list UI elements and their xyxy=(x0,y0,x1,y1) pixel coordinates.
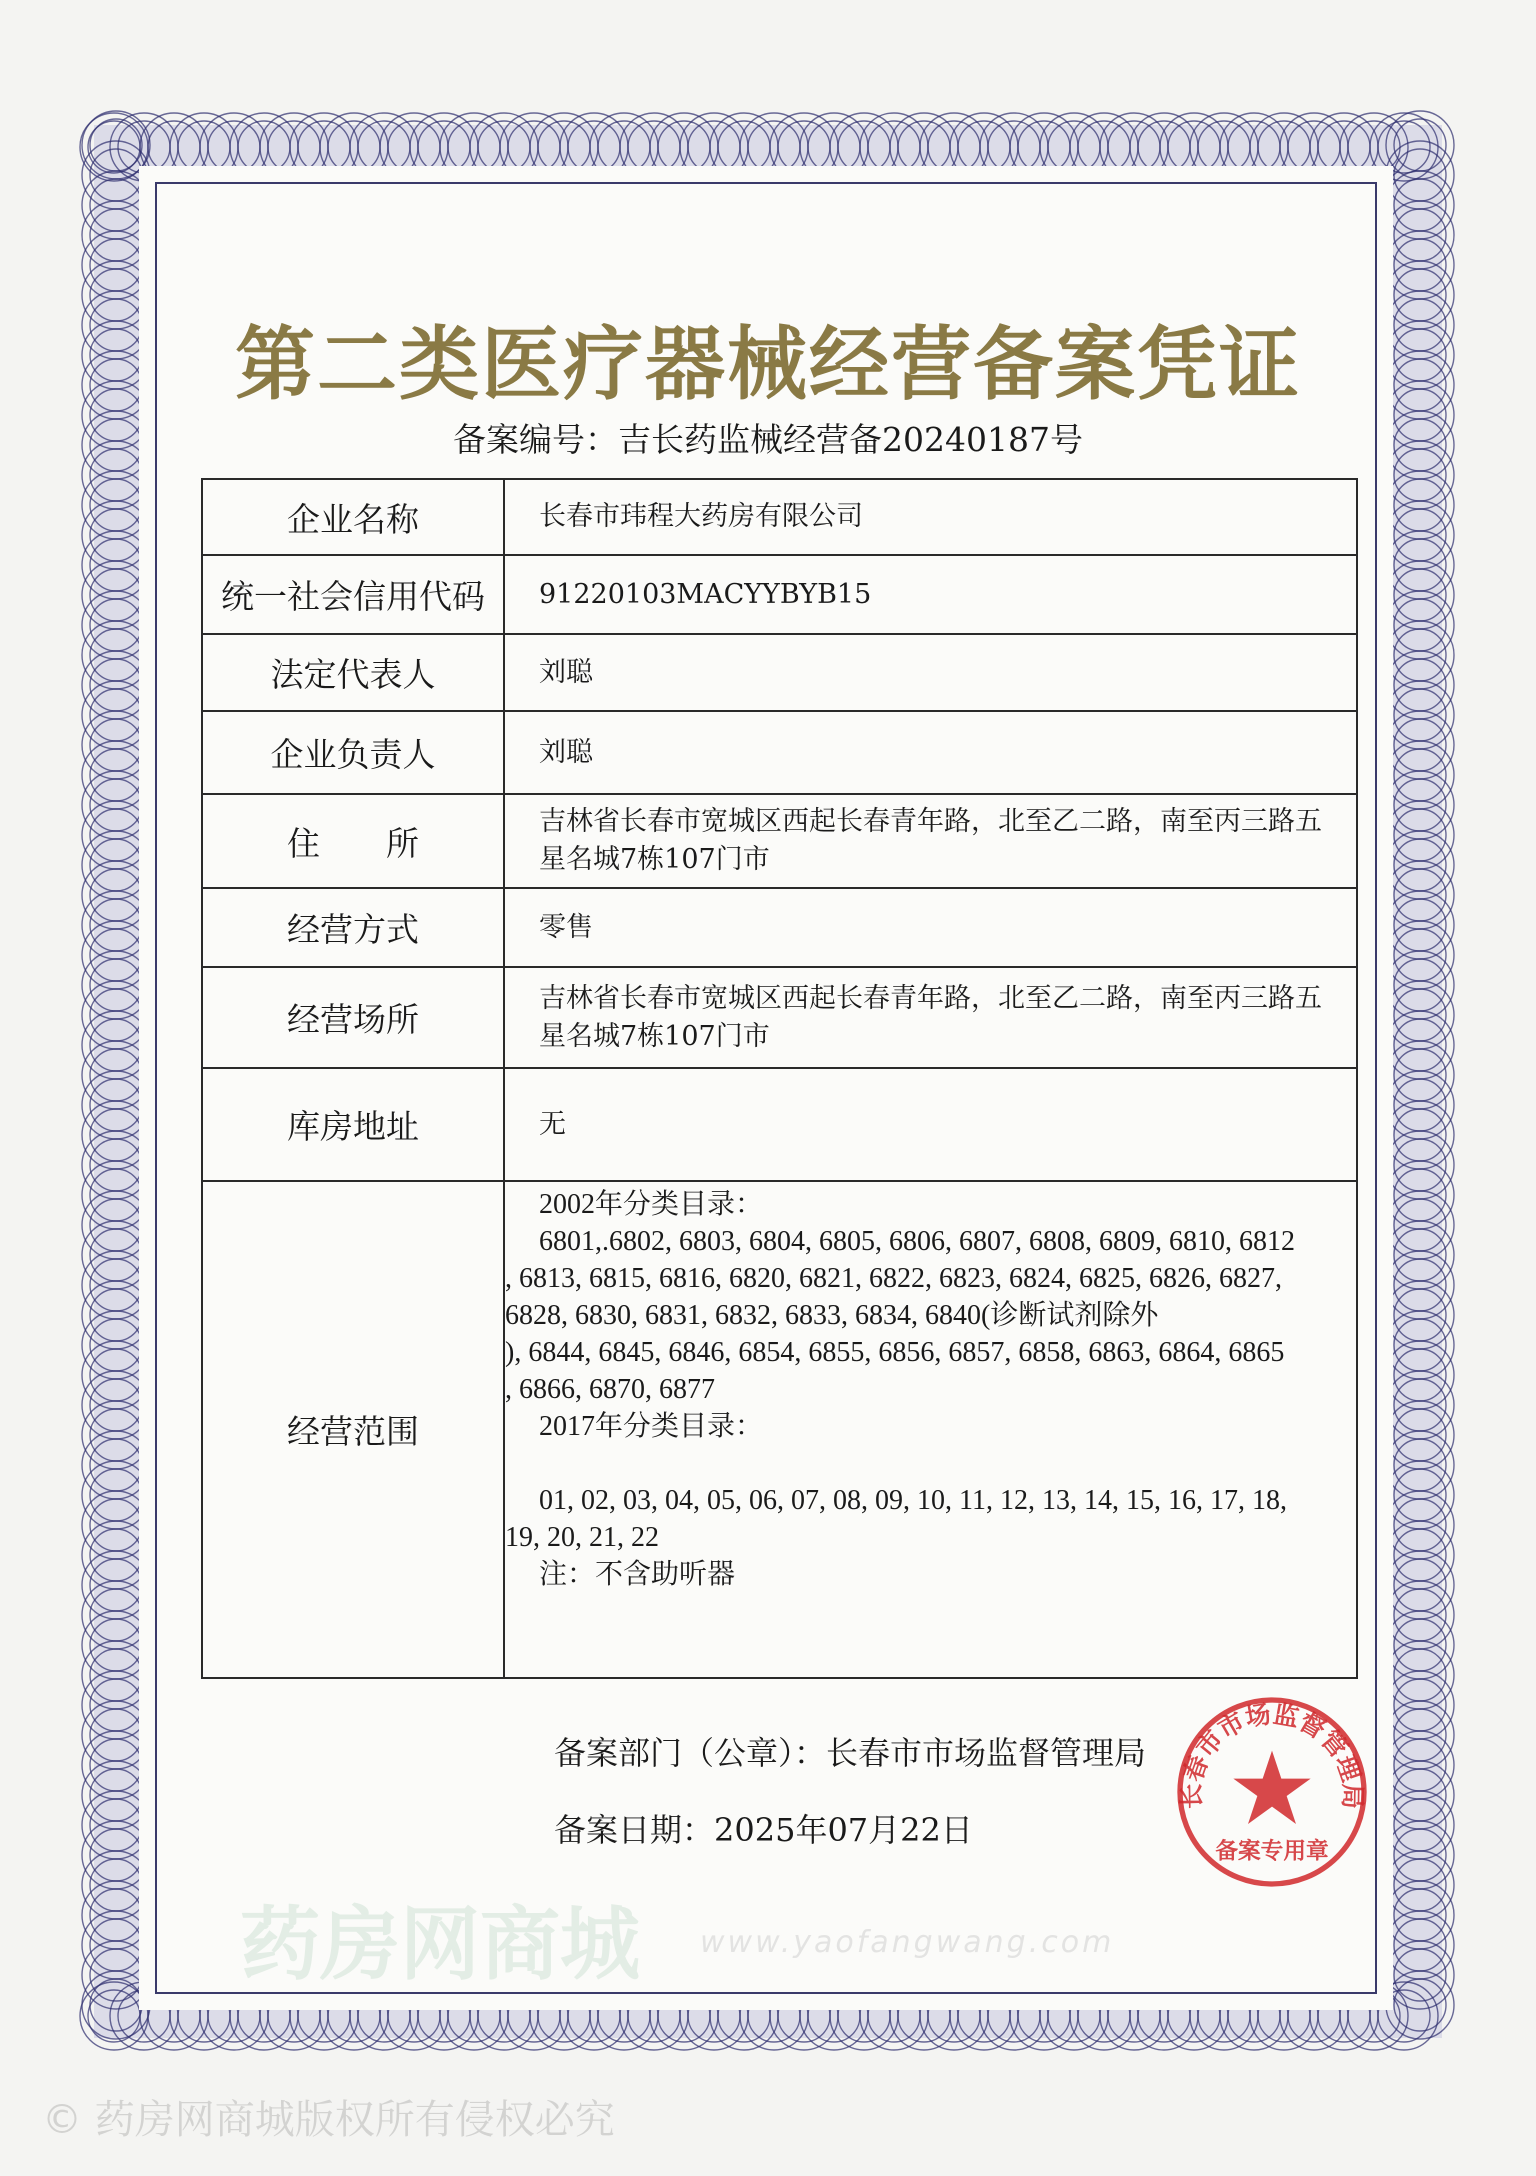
row-label: 经营方式 xyxy=(202,888,504,967)
catalog-2017-heading: 2017年分类目录： xyxy=(539,1411,764,1442)
row-label: 经营范围 xyxy=(202,1181,504,1678)
row-value: 刘聪 xyxy=(504,711,1357,794)
watermark-copyright: © 药房网商城版权所有侵权必究 xyxy=(42,2097,615,2143)
row-label: 库房地址 xyxy=(202,1068,504,1181)
catalog-2017-line: 01, 02, 03, 04, 05, 06, 07, 08, 09, 10, 11, 12, 13, 14, 15, 16, 17, 18, xyxy=(539,1485,1287,1516)
catalog-2002-line: 6801,.6802, 6803, 6804, 6805, 6806, 6807, 6808, 6809, 6810, 6812 xyxy=(539,1226,1295,1257)
catalog-2002-heading: 2002年分类目录： xyxy=(539,1189,764,1220)
row-label: 经营场所 xyxy=(202,967,504,1068)
row-value: 吉林省长春市宽城区西起长春青年路，北至乙二路，南至丙三路五星名城7栋107门市 xyxy=(504,794,1357,888)
row-label: 住 所 xyxy=(202,794,504,888)
table-row xyxy=(202,479,1357,555)
row-value: 零售 xyxy=(504,888,1357,967)
row-label: 法定代表人 xyxy=(202,634,504,711)
table-row xyxy=(202,794,1357,888)
record-date: 备案日期：2025年07月22日 xyxy=(554,1811,973,1849)
catalog-2002-line: 6828, 6830, 6831, 6832, 6833, 6834, 6840(诊断试剂除外 xyxy=(505,1300,1159,1331)
catalog-2002-line: ), 6844, 6845, 6846, 6854, 6855, 6856, 6857, 6858, 6863, 6864, 6865 xyxy=(505,1337,1285,1368)
table-row xyxy=(202,711,1357,794)
record-department: 备案部门（公章）：长春市市场监督管理局 xyxy=(554,1734,1147,1772)
row-label: 统一社会信用代码 xyxy=(202,555,504,634)
catalog-2017-line: 19, 20, 21, 22 xyxy=(505,1522,659,1553)
table-row xyxy=(202,634,1357,711)
table-row xyxy=(202,1068,1357,1181)
seal-ring-text: 长春市市场监督管理局 xyxy=(1175,1698,1369,1810)
certificate-title: 第二类医疗器械经营备案凭证 xyxy=(235,317,1301,411)
watermark-url: www.yaofangwang.com xyxy=(700,1925,1115,1960)
scope-value xyxy=(504,1181,1357,1678)
row-value: 刘聪 xyxy=(504,634,1357,711)
record-number: 备案编号：吉长药监械经营备20240187号 xyxy=(453,420,1083,459)
row-label: 企业负责人 xyxy=(202,711,504,794)
row-value: 无 xyxy=(504,1068,1357,1181)
table-row-scope xyxy=(202,1181,1357,1678)
watermark-brand: 药房网商城 xyxy=(240,1898,640,1991)
scope-note: 注：不含助听器 xyxy=(539,1559,736,1590)
catalog-2002-line: , 6813, 6815, 6816, 6820, 6821, 6822, 6823, 6824, 6825, 6826, 6827, xyxy=(505,1263,1282,1294)
star-icon xyxy=(1233,1751,1310,1824)
catalog-2002-line: , 6866, 6870, 6877 xyxy=(505,1374,715,1405)
table-row xyxy=(202,555,1357,634)
row-value: 91220103MACYYBYB15 xyxy=(504,555,1357,634)
row-value: 长春市玮程大药房有限公司 xyxy=(504,479,1357,555)
official-seal xyxy=(1172,1692,1372,1892)
seal-bottom-text: 备案专用章 xyxy=(1215,1838,1329,1865)
row-value: 吉林省长春市宽城区西起长春青年路，北至乙二路，南至丙三路五星名城7栋107门市 xyxy=(504,967,1357,1068)
certificate-table xyxy=(201,478,1358,1679)
row-label: 企业名称 xyxy=(202,479,504,555)
table-row xyxy=(202,967,1357,1068)
table-row xyxy=(202,888,1357,967)
